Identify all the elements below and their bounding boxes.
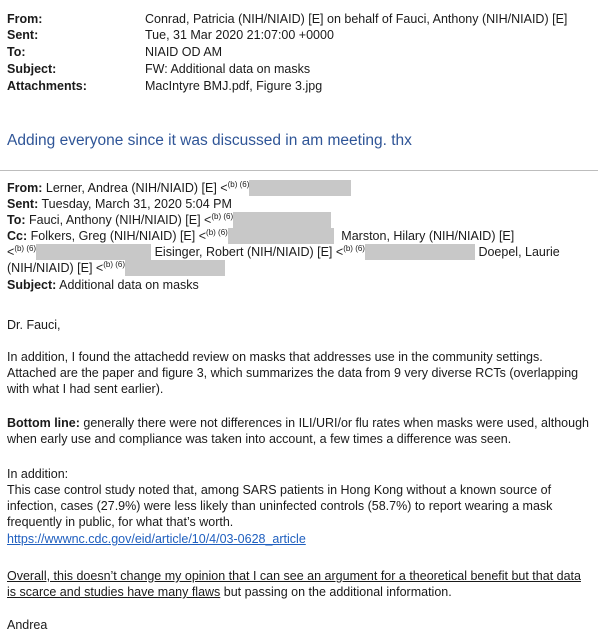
orig-cc-label: Cc: (7, 229, 28, 243)
orig-to-line (7, 212, 331, 228)
to-value: NIAID OD AM (145, 45, 223, 59)
redaction-box (233, 212, 331, 228)
orig-subject-label: Subject: (7, 278, 57, 292)
paragraph-3: This case control study noted that, among SARS patients in Hong Kong without a known source of infection, cases (27.9%) were less likely than uninfected controls (58.7%) to report wearing a mask frequently in public, for what that’s worth. (7, 483, 553, 529)
attachments-label: Attachments: (7, 79, 87, 93)
to-label: To: (7, 45, 26, 59)
paragraph-3-heading: In addition: (7, 467, 69, 481)
orig-to-label: To: (7, 213, 26, 227)
orig-cc-line (7, 228, 514, 244)
cdc-link-line (7, 531, 592, 547)
paragraph-1: In addition, I found the attachedd review on masks that addresses use in the community settings. Attached are the paper and figure 3, which summarizes the data from 9 very diverse RCTs (overlapping with what I had sent earlier). (7, 350, 579, 396)
paragraph-2 (7, 415, 592, 447)
sent-label: Sent: (7, 28, 39, 42)
orig-cc-line-3 (7, 260, 225, 276)
redaction-code: (b) (6) (206, 228, 228, 237)
redaction-code: (b) (6) (211, 212, 234, 221)
orig-subject-value: Additional data on masks (59, 278, 199, 292)
orig-cc-2: Marston, Hilary (NIH/NIAID) [E] (341, 229, 515, 243)
redaction-box (228, 228, 334, 244)
paragraph-4 (7, 568, 592, 600)
redaction-box (125, 260, 225, 276)
divider (0, 170, 598, 171)
orig-sent-label: Sent: (7, 197, 39, 211)
cdc-article-link[interactable]: https://wwwnc.cdc.gov/eid/article/10/4/03-0628_article (7, 532, 306, 546)
redaction-code: (b) (6) (14, 244, 37, 253)
orig-from-line (7, 180, 351, 196)
signoff: Andrea (7, 618, 48, 632)
orig-cc-4-cont: (NIH/NIAID) [E] < (7, 261, 104, 275)
greeting: Dr. Fauci, (7, 318, 61, 332)
bottom-line-text: generally there were not differences in ILI/URI/or flu rates when masks were used, although when early use and compliance was taken into account, a few times a difference was seen. (7, 416, 589, 446)
opinion-underlined: Overall, this doesn’t change my opinion that I can see an argument for a theoretical benefit but that data is scarce and studies have many flaws (7, 569, 581, 599)
orig-from-value: Lerner, Andrea (NIH/NIAID) [E] < (45, 181, 228, 195)
orig-sent-line (7, 196, 232, 212)
subject-label: Subject: (7, 62, 57, 76)
attachments-value[interactable]: MacIntyre BMJ.pdf, Figure 3.jpg (145, 79, 323, 93)
orig-to-value: Fauci, Anthony (NIH/NIAID) [E] < (29, 213, 212, 227)
redaction-code: (b) (6) (103, 260, 125, 269)
opinion-rest: but passing on the additional information. (220, 585, 452, 599)
orig-cc-3: Eisinger, Robert (NIH/NIAID) [E] < (154, 245, 344, 259)
orig-sent-value: Tuesday, March 31, 2020 5:04 PM (41, 197, 232, 211)
orig-cc-4: Doepel, Laurie (478, 245, 560, 259)
orig-from-label: From: (7, 181, 43, 195)
bottom-line-label: Bottom line: (7, 416, 80, 430)
redaction-box (36, 244, 151, 260)
redaction-box (249, 180, 351, 196)
subject-value: FW: Additional data on masks (145, 62, 311, 76)
redaction-code: (b) (6) (343, 244, 365, 253)
redaction-box (365, 244, 475, 260)
email-header (7, 8, 597, 98)
orig-cc-3-prefix: < (7, 245, 15, 259)
from-label: From: (7, 12, 43, 26)
forward-note: Adding everyone since it was discussed in am meeting. thx (7, 132, 412, 149)
orig-cc-1: Folkers, Greg (NIH/NIAID) [E] < (30, 229, 207, 243)
orig-cc-line-2 (7, 244, 560, 260)
orig-subject-line (7, 277, 199, 293)
from-value: Conrad, Patricia (NIH/NIAID) [E] on behalf of Fauci, Anthony (NIH/NIAID) [E] (145, 12, 568, 26)
redaction-code: (b) (6) (227, 180, 250, 189)
sent-value: Tue, 31 Mar 2020 21:07:00 +0000 (145, 28, 334, 42)
